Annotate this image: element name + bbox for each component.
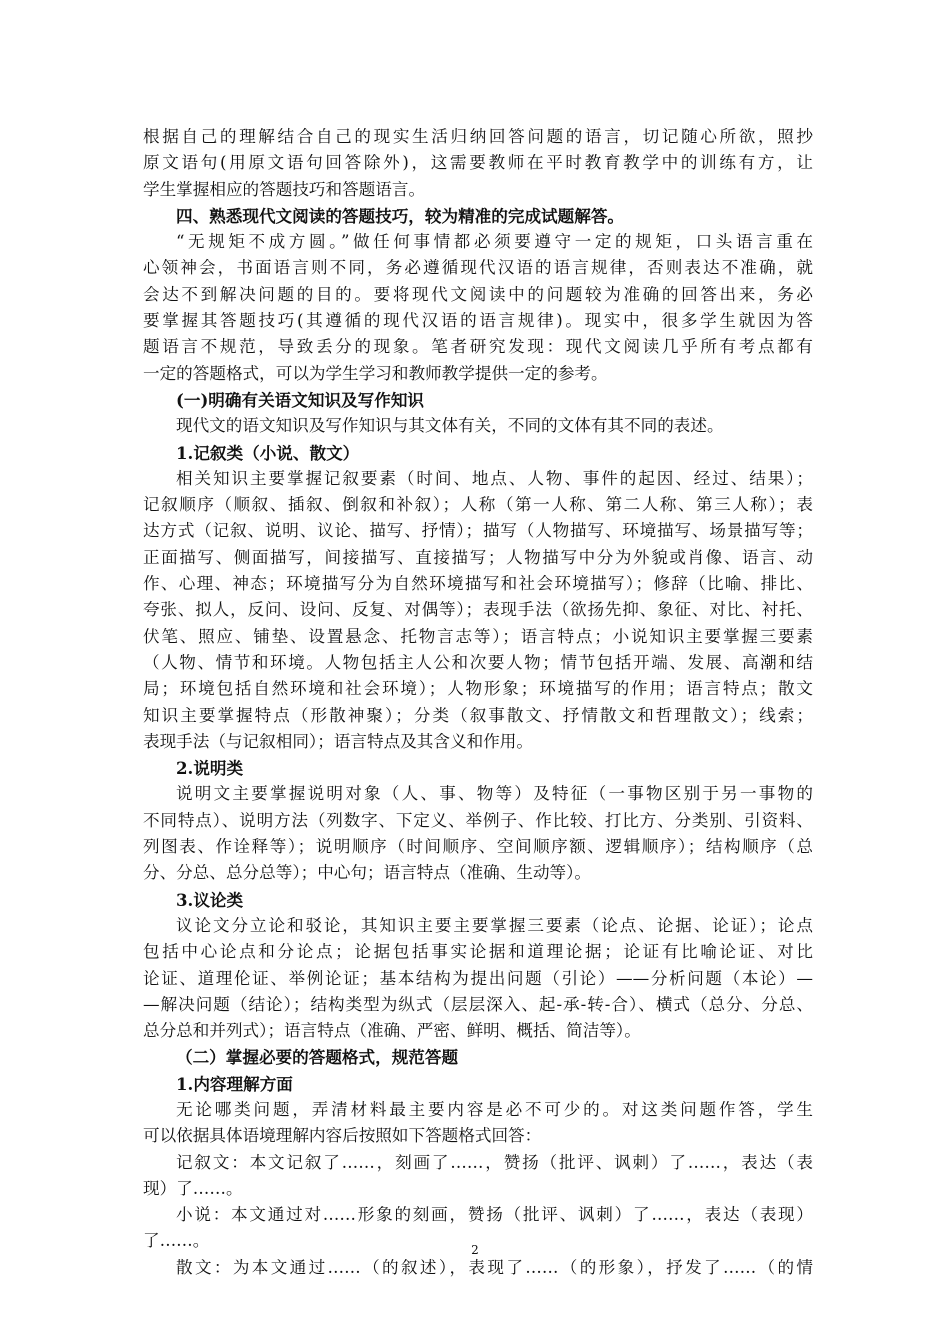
- paragraph-line: 知识主要掌握特点（形散神聚）；分类（叙事散文、抒情散文和哲理散文）；线索；: [143, 705, 813, 725]
- paragraph-line: 伏笔、照应、铺垫、设置悬念、托物言志等）；语言特点；小说知识主要掌握三要素: [143, 626, 813, 646]
- page-body: [143, 124, 813, 1281]
- paragraph-line: 正面描写、侧面描写，间接描写、直接描写；人物描写中分为外貌或肖像、语言、动: [143, 547, 813, 567]
- paragraph-line: 记叙顺序（顺叙、插叙、倒叙和补叙）；人称（第一人称、第二人称、第三人称）；表: [143, 495, 813, 515]
- subsection-heading: (一)明确有关语文知识及写作知识: [176, 389, 425, 410]
- paragraph-line: 小说：本文通过对……形象的刻画，赞扬（批评、讽刺）了……，表达（表现）: [176, 1205, 813, 1225]
- paragraph-line: 现代文的语文知识及写作知识与其文体有关，不同的文体有其不同的表述。: [176, 416, 724, 436]
- paragraph-line: 夸张、拟人，反问、设问、反复、对偶等）；表现手法（欲扬先抑、象征、对比、衬托、: [143, 600, 813, 620]
- paragraph-line: 了……。: [143, 1231, 210, 1251]
- paragraph-line: 根据自己的理解结合自己的现实生活归纳回答问题的语言，切记随心所欲，照抄: [143, 127, 813, 146]
- paragraph-line: 可以依据具体语境理解内容后按照如下答题格式回答：: [143, 1126, 542, 1146]
- paragraph-line: 心领神会，书面语言则不同，务必遵循现代汉语的语言规律，否则表达不准确，就: [143, 258, 813, 278]
- subsection-heading: 3.议论类: [176, 889, 244, 910]
- paragraph-line: 不同特点）、说明方法（列数字、下定义、举例子、作比较、打比方、分类别、引资料、: [143, 810, 813, 830]
- paragraph-line: 作、心理、神态；环境描写分为自然环境描写和社会环境描写）；修辞（比喻、排比、: [143, 574, 813, 594]
- paragraph-line: —解决问题（结论）；结构类型为纵式（层层深入、起-承-转-合）、横式（总分、分总、: [143, 994, 813, 1014]
- paragraph-line: 局；环境包括自然环境和社会环境）；人物形象；环境描写的作用；语言特点；散文: [143, 679, 813, 699]
- paragraph-line: （人物、情节和环境。人物包括主人公和次要人物；情节包括开端、发展、高潮和结: [143, 652, 813, 672]
- paragraph-line: 相关知识主要掌握记叙要素（时间、地点、人物、事件的起因、经过、结果）；: [176, 468, 813, 488]
- paragraph-line: 包括中心论点和分论点；论据包括事实论据和道理论据；论证有比喻论证、对比: [143, 942, 813, 962]
- paragraph-line: 现）了……。: [143, 1178, 243, 1198]
- paragraph-line: 原文语句(用原文语句回答除外)，这需要教师在平时教育教学中的训练有方，让: [143, 153, 813, 173]
- paragraph-line: 会达不到解决问题的目的。要将现代文阅读中的问题较为准确的回答出来，务必: [143, 284, 813, 304]
- page-number: 2: [471, 1243, 479, 1257]
- paragraph-line: 题语言不规范，导致丢分的现象。笔者研究发现：现代文阅读几乎所有考点都有: [143, 337, 813, 357]
- paragraph-line: 论证、道理伦证、举例论证；基本结构为提出问题（引论）——分析问题（本论）—: [143, 968, 813, 988]
- section-heading: 四、熟悉现代文阅读的答题技巧，较为精准的完成试题解答。: [176, 205, 625, 226]
- subsection-heading: （二）掌握必要的答题格式，规范答题: [176, 1047, 459, 1068]
- paragraph-line: 一定的答题格式，可以为学生学习和教师教学提供一定的参考。: [143, 363, 608, 383]
- paragraph-line: 学生掌握相应的答题技巧和答题语言。: [143, 179, 426, 199]
- paragraph-line: 分、分总、总分总等）；中心句；语言特点（准确、生动等）。: [143, 863, 592, 883]
- paragraph-line: 列图表、作诠释等）；说明顺序（时间顺序、空间顺序额、逻辑顺序）；结构顺序（总: [143, 837, 813, 857]
- paragraph-line: “无规矩不成方圆。”做任何事情都必须要遵守一定的规矩，口头语言重在: [176, 232, 813, 252]
- paragraph-line: 无论哪类问题，弄清材料最主要内容是必不可少的。对这类问题作答，学生: [176, 1099, 813, 1119]
- subsection-heading: 1.内容理解方面: [176, 1073, 293, 1094]
- paragraph-line: 记叙文：本文记叙了……，刻画了……，赞扬（批评、讽刺）了……，表达（表: [176, 1152, 813, 1172]
- paragraph-line: 总分总和并列式）；语言特点（准确、严密、鲜明、概括、简洁等）。: [143, 1021, 641, 1041]
- paragraph-line: 达方式（记叙、说明、议论、描写、抒情）；描写（人物描写、环境描写、场景描写等；: [143, 521, 813, 541]
- paragraph-line: 表现手法（与记叙相同）；语言特点及其含义和作用。: [143, 731, 533, 751]
- paragraph-line: 要掌握其答题技巧(其遵循的现代汉语的语言规律)。现实中，很多学生就因为答: [143, 311, 813, 331]
- subsection-heading: 2.说明类: [176, 758, 244, 779]
- paragraph-line: 说明文主要掌握说明对象（人、事、物等）及特征（一事物区别于另一事物的: [176, 784, 813, 804]
- paragraph-line: 议论文分立论和驳论，其知识主要主要掌握三要素（论点、论据、论证）；论点: [176, 915, 813, 935]
- paragraph-line: 散文：为本文通过……（的叙述），表现了……（的形象），抒发了……（的情: [176, 1257, 813, 1277]
- subsection-heading: 1.记叙类（小说、散文）: [176, 442, 360, 463]
